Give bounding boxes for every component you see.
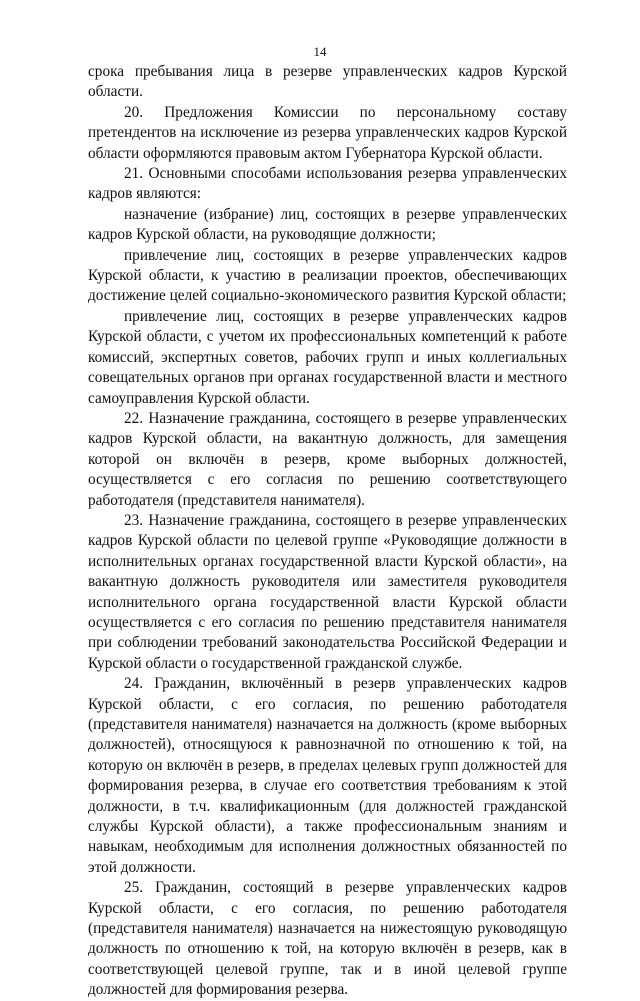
paragraph-item-20: 20. Предложения Комиссии по персональному составу претендентов на исключение из резерва управленческих кадров Курской области оформляются правовым актом Губернатора Курской области. <box>88 103 567 162</box>
document-body <box>88 62 567 1001</box>
paragraph-subitem-projects: привлечение лиц, состоящих в резерве управленческих кадров Курской области, к участию в реализации проектов, обеспечивающих достижение целей социально-экономического развития Курской области; <box>88 246 567 305</box>
paragraph-item-21: 21. Основными способами использования резерва управленческих кадров являются: <box>88 165 567 203</box>
paragraph-subitem-commissions: привлечение лиц, состоящих в резерве управленческих кадров Курской области, с учетом их профессиональных компетенций к работе комиссий, экспертных советов, рабочих групп и иных коллегиальных совещательных органов при органах государственной власти и местного самоуправления Курской области. <box>88 307 567 407</box>
paragraph-item-22: 22. Назначение гражданина, состоящего в резерве управленческих кадров Курской области, на вакантную должность, для замещения которой он включён в резерв, кроме выборных должностей, осуществляется с его согласия по решению соответствующего работодателя (представителя нанимателя). <box>88 409 567 509</box>
paragraph-item-25: 25. Гражданин, состоящий в резерве управленческих кадров Курской области, с его согласия, по решению работодателя (представителя нанимателя) назначается на нижестоящую руководящую должность по отношению к той, на которую включён в резерв, как в соответствующей целевой группе, так и в иной целевой группе должностей для формирования резерва. <box>88 879 567 999</box>
paragraph-subitem-appointment: назначение (избрание) лиц, состоящих в резерве управленческих кадров Курской области, на руководящие должности; <box>88 205 567 244</box>
paragraph-continuation: срока пребывания лица в резерве управленческих кадров Курской области. <box>88 63 567 101</box>
paragraph-item-23: 23. Назначение гражданина, состоящего в резерве управленческих кадров Курской области по целевой группе «Руководящие должности в исполнительных органах государственной власти Курской области», на вакантную должность руководителя или заместителя руководителя исполнительного органа государственной власти Курской области осуществляется с его согласия по решению представителя нанимателя при соблюдении требований законодательства Российской Федерации и Курской области о государственной гражданской службе. <box>88 511 567 672</box>
paragraph-item-24: 24. Гражданин, включённый в резерв управленческих кадров Курской области, с его согласия, по решению работодателя (представителя нанимателя) назначается на должность (кроме выборных должностей), относящуюся к равнозначной по отношению к той, на которую он включён в резерв, в пределах целевых групп должностей для формирования резерва, в случае его соответствия требованиям к этой должности, в т.ч. квалификационным (для должностей гражданской службы Курской области), а также профессиональным знаниям и навыкам, необходимым для исполнения должностных обязанностей по этой должности. <box>88 675 567 876</box>
page-number: 14 <box>313 44 327 59</box>
